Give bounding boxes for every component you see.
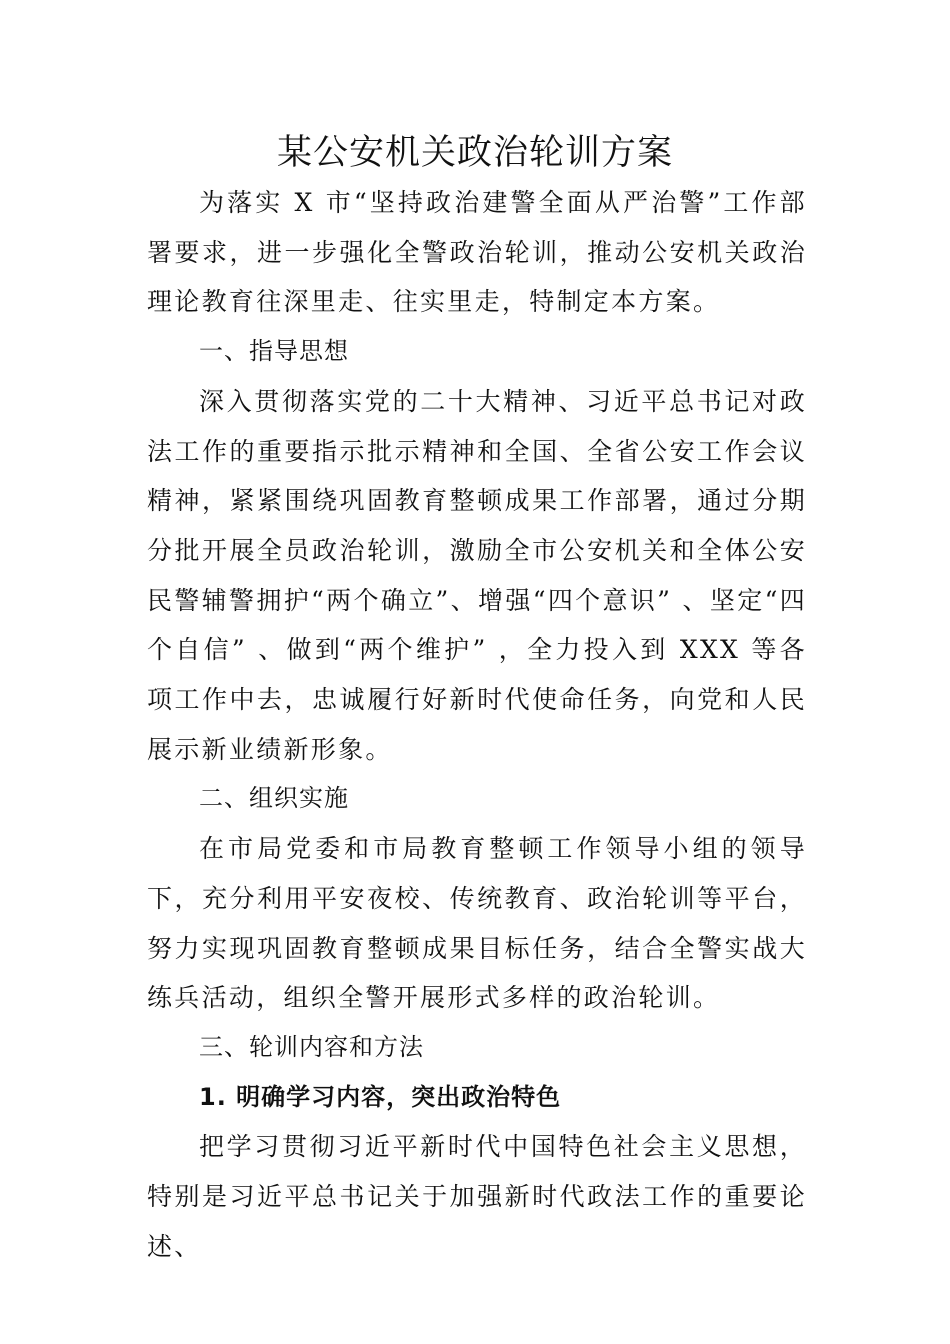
section-1-heading: 一、指导思想	[199, 337, 349, 366]
document-body	[147, 178, 807, 1271]
section-3-1-paragraph: 把学习贯彻习近平新时代中国特色社会主义思想，特别是习近平总书记关于加强新时代政法工作的重要论述、	[147, 1132, 807, 1261]
section-2-paragraph: 在市局党委和市局教育整顿工作领导小组的领导下，充分利用平安夜校、传统教育、政治轮训等平台，努力实现巩固教育整顿成果目标任务，结合全警实战大练兵活动，组织全警开展形式多样的政治轮训。	[147, 834, 807, 1013]
document-title: 某公安机关政治轮训方案	[276, 133, 673, 173]
intro-paragraph: 为落实 X 市“坚持政治建警全面从严治警”工作部署要求，进一步强化全警政治轮训，推动公安机关政治理论教育往深里走、往实里走，特制定本方案。	[147, 188, 807, 317]
section-1-paragraph: 深入贯彻落实党的二十大精神、习近平总书记对政法工作的重要指示批示精神和全国、全省公安工作会议精神，紧紧围绕巩固教育整顿成果工作部署，通过分期分批开展全员政治轮训，激励全市公安机关和全体公安民警辅警拥护“两个确立”、增强“四个意识” 、坚定“四个自信” 、做到“两个维护” ，全力投入到 XXX 等各项工作中去，忠诚履行好新时代使命任务，向党和人民展示新业绩新形象。	[147, 386, 807, 764]
section-2-heading: 二、组织实施	[199, 784, 349, 813]
section-3-heading: 三、轮训内容和方法	[199, 1032, 424, 1061]
section-3-1-heading: 1. 明确学习内容，突出政治特色	[199, 1082, 562, 1111]
